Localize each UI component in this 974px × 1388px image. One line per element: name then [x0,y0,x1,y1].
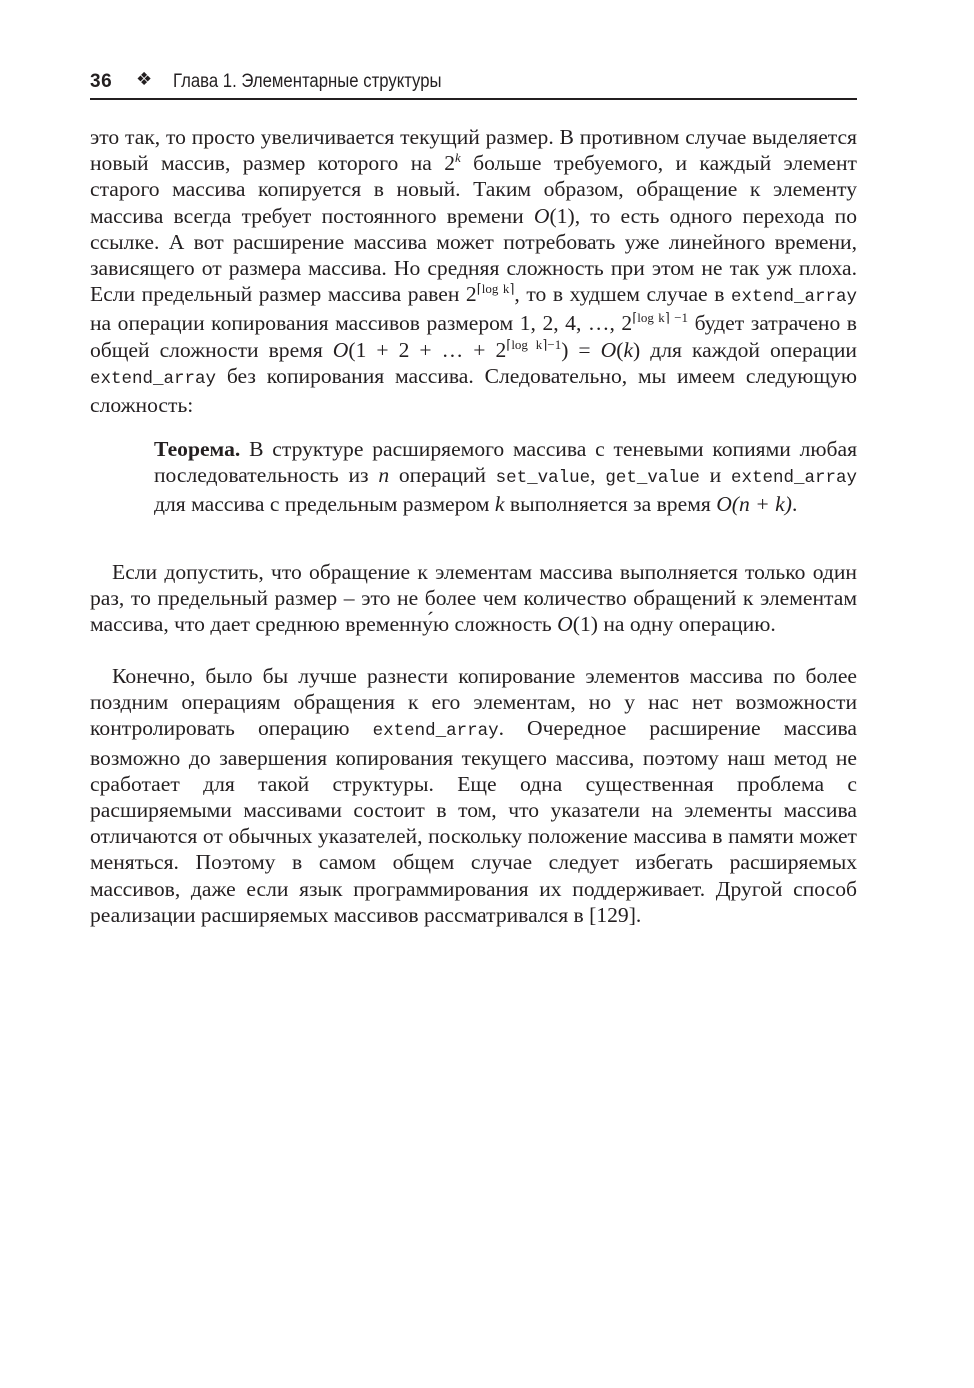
theorem-block: Теорема. В структуре расширяемого массива с теневыми копиями любая последовательность из n операций set_value, get_value и extend_array для массива с предельным размером k выполняется за время O(n + k). [154,437,857,517]
code-get-value: get_value [605,468,700,489]
theorem-label: Теорема. [154,437,241,461]
code-extend-array: extend_array [730,287,857,308]
paragraph-3: Конечно, было бы лучше разнести копирование элементов массива по более поздним операциям обращения к его элементам, но у нас нет возможности контролировать операцию extend_array. Очередное расширение массива возможно до завершения копирования текущего массива, поэтому наш метод не сработает для такой структуры. Еще одна существенная проблема с расширяемыми массивами состоит в том, что указатели на элементы массива отличаются от обычных указателей, поскольку положение массива в памяти может меняться. Поэтому в самом общем случае следует избегать расширяемых массивов, даже если язык программирования их поддерживает. Другой способ реализации расширяемых массивов рассматривался в [129]. [90,664,857,927]
chapter-title: Глава 1. Элементарные структуры [173,71,442,92]
paragraph-2: Если допустить, что обращение к элементам массива выполняется только один раз, то предельный размер – это не более чем количество обращений к элементам массива, что дает среднюю временну́ю сложность O(1) на одну операцию. [90,560,857,637]
code-extend-array: extend_array [372,721,499,742]
page-number: 36 [90,71,113,92]
running-header [90,64,857,100]
code-set-value: set_value [495,468,591,489]
complexity-formula: O(n + k) [716,492,792,517]
ornament-icon: ❖ [136,69,153,90]
code-extend-array: extend_array [730,468,857,489]
paragraph-1: это так, то просто увеличивается текущий размер. В противном случае выделяется новый массив, размер которого на 2$^k$ больше требуемого, и каждый элемент старого массива копируется в новый. Таким образом, обращение к элементу массива всегда требует постоянного времени O(1), то есть одного перехода по ссылке. А вот расширение массива может потребовать уже линейного времени, зависящего от размера массива. Но средняя сложность при этом не так уж плоха. Если предельный размер массива равен $2^{⌈log k⌉}$, то в худшем случае в extend_array на операции копирования массивов размером 1, 2, 4, …, $2^{⌈log k⌉ -1}$ будет затрачено в общей сложности время O(1 + 2 + … + $2^{⌈log k⌉-1}) = O(k)$ для каждой операции extend_array без копирования массива. Следовательно, мы имеем следующую сложность: [90,125,858,418]
code-extend-array: extend_array [90,368,217,389]
